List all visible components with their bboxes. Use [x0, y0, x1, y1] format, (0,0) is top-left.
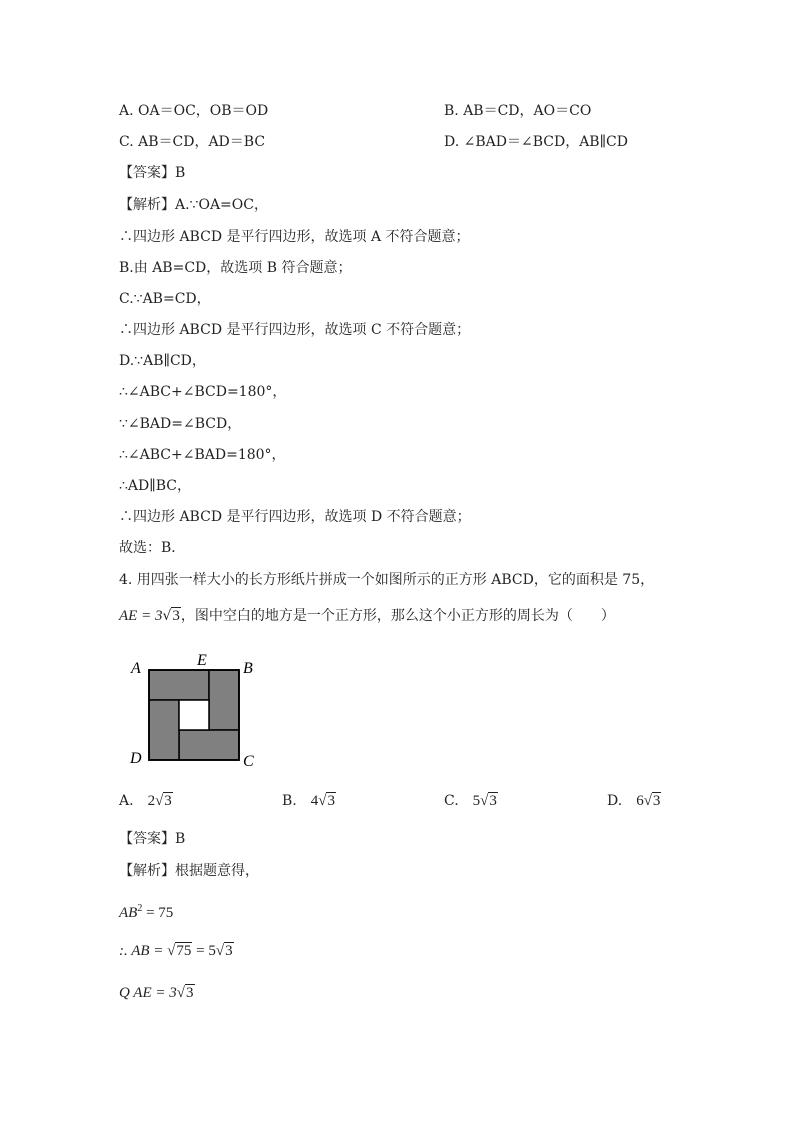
solution-line: B.由 AB=CD，故选项 B 符合题意；: [119, 260, 352, 276]
option-a: A. OA＝OC，OB＝OD: [119, 103, 269, 119]
option-coef: 4: [310, 793, 319, 809]
eq-mid: = 5: [192, 943, 216, 959]
q4-solution-intro: 【解析】根据题意得，: [119, 863, 259, 879]
rect-bottom: [179, 730, 239, 760]
solution-line: C.∵AB=CD，: [119, 291, 211, 307]
sqrt-radicand: 3: [172, 608, 180, 624]
option-letter: C.: [444, 793, 459, 809]
solution-line: ∴四边形 ABCD 是平行四边形，故选项 C 不符合题意；: [119, 322, 471, 338]
square-diagram: [125, 650, 265, 775]
eq-radicand: 3: [186, 985, 194, 1001]
eq-radicand: 75: [176, 943, 192, 959]
option-letter: A.: [119, 793, 134, 809]
eq-prefix: :. AB =: [119, 943, 168, 959]
option-c: C. AB＝CD，AD＝BC: [119, 134, 266, 150]
equation-ab-squared: [119, 898, 173, 920]
prev-answer: 【答案】B: [119, 165, 186, 181]
center-square: [179, 700, 209, 730]
question-4-text-line2: [119, 605, 615, 627]
eq-rest: = 75: [142, 905, 174, 921]
eq-prefix: Q AE = 3: [119, 985, 177, 1001]
label-c: C: [243, 753, 254, 770]
sqrt-symbol: √: [155, 793, 164, 809]
sqrt-symbol: √: [643, 793, 652, 809]
sqrt-symbol: √: [215, 943, 225, 959]
solution-line: 【解析】A.∵OA=OC，: [119, 197, 268, 213]
label-b: B: [243, 660, 253, 677]
equation-ae-value: [119, 982, 195, 1004]
rect-top: [149, 670, 209, 700]
question-4-text: 4. 用四张一样大小的长方形纸片拼成一个如图所示的正方形 ABCD，它的面积是 75，: [119, 572, 655, 588]
solution-line: ∵∠BAD=∠BCD，: [119, 416, 242, 432]
q4-option-b: [282, 790, 336, 812]
option-b: B. AB＝CD，AO＝CO: [444, 103, 592, 119]
equation-ab-value: [119, 940, 234, 962]
solution-line: 故选：B．: [119, 540, 186, 556]
sqrt-symbol: √: [176, 985, 185, 1001]
sqrt-symbol: √: [318, 793, 327, 809]
label-e: E: [197, 652, 207, 669]
q4-option-d: [607, 790, 661, 812]
solution-line: ∴∠ABC+∠BAD=180°，: [119, 447, 286, 463]
sqrt-symbol: √: [167, 943, 176, 959]
option-d: D. ∠BAD＝∠BCD，AB∥CD: [444, 134, 628, 150]
solution-line: ∴四边形 ABCD 是平行四边形，故选项 A 不符合题意；: [119, 229, 470, 245]
rect-right: [209, 670, 239, 730]
eq-base: AB: [119, 905, 138, 921]
option-radicand: 3: [489, 793, 497, 809]
q4-option-c: [444, 790, 498, 812]
label-d: D: [130, 750, 142, 767]
option-letter: D.: [607, 793, 623, 809]
rect-left: [149, 700, 179, 760]
option-coef: 6: [636, 793, 644, 809]
sqrt-symbol: √: [162, 608, 172, 624]
ae-expression: AE = 3: [119, 608, 163, 624]
solution-line: ∴四边形 ABCD 是平行四边形，故选项 D 不符合题意；: [119, 509, 471, 525]
option-coef: 5: [472, 793, 481, 809]
eq-exponent: 2: [137, 903, 143, 914]
q4-option-a: [119, 790, 173, 812]
solution-line: ∴AD∥BC，: [119, 478, 191, 494]
option-radicand: 3: [164, 793, 172, 809]
option-radicand: 3: [652, 793, 661, 809]
solution-line: ∴∠ABC+∠BCD=180°，: [119, 384, 287, 400]
option-coef: 2: [147, 793, 156, 809]
label-a: A: [131, 660, 141, 677]
eq-radicand: 3: [225, 943, 233, 959]
sqrt-symbol: √: [480, 793, 489, 809]
option-letter: B.: [282, 793, 297, 809]
q4-answer: 【答案】B: [119, 831, 186, 847]
option-radicand: 3: [327, 793, 335, 809]
figure-rectangles: [149, 670, 239, 760]
question-4-suffix: ，图中空白的地方是一个正方形，那么这个小正方形的周长为（ ）: [180, 608, 615, 624]
solution-line: D.∵AB∥CD，: [119, 353, 206, 369]
